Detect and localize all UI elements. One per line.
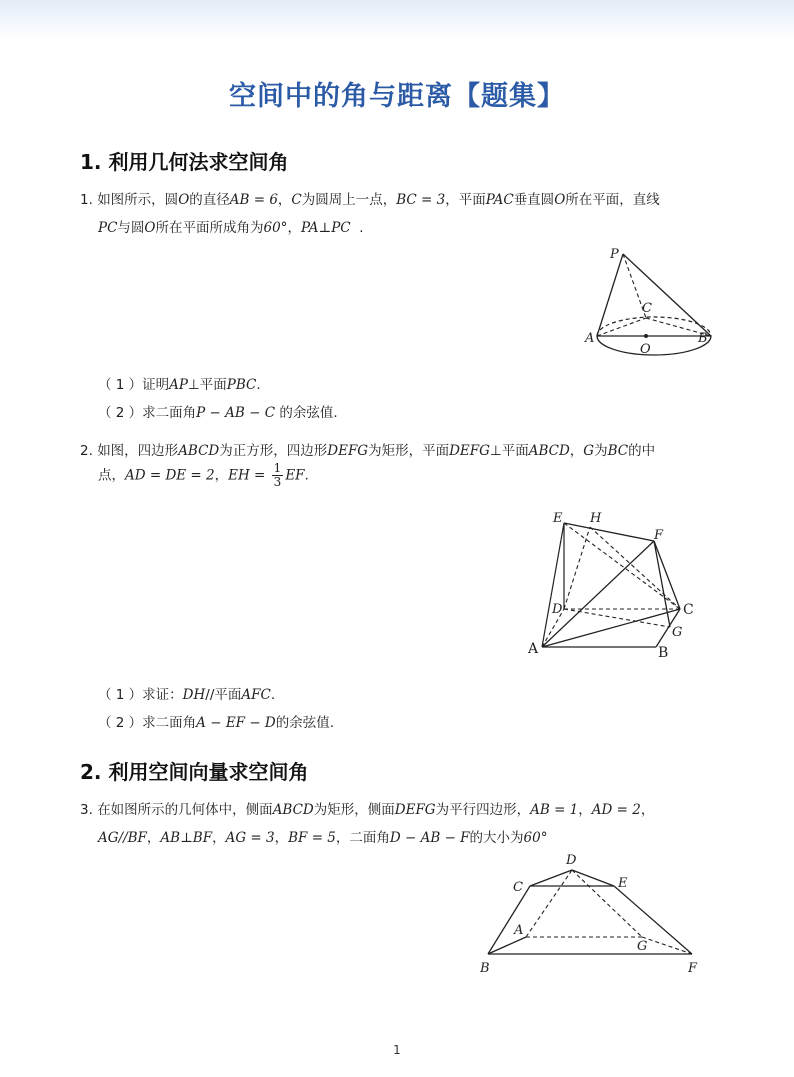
problem-3-line-1: 3. 在如图所示的几何体中，侧面ABCD为矩形，侧面DEFG为平行四边形，AB = 1，AD = 2， (80, 802, 655, 818)
label-b: B (480, 961, 490, 976)
label-h: H (590, 511, 602, 526)
page-number: 1 (393, 1043, 401, 1057)
edge-dh (564, 527, 590, 609)
problem-2-part-2: （ 2 ）求二面角A − EF − D的余弦值. (98, 715, 335, 731)
edge-cb (488, 886, 530, 954)
label-g: G (672, 625, 683, 640)
edge-dg (572, 870, 642, 937)
edge-ad (526, 870, 572, 937)
label-a: A (585, 331, 595, 346)
edge-gf (642, 937, 692, 954)
label-f: F (688, 961, 698, 976)
center-point-o (644, 334, 648, 338)
label-f: F (654, 528, 664, 543)
problem-3-line-2: AG//BF，AB⊥BF，AG = 3，BF = 5，二面角D − AB − F的大小为60° (98, 830, 548, 846)
problem-1-part-2: （ 2 ）求二面角P − AB − C 的余弦值. (98, 405, 338, 421)
header-band (0, 0, 794, 38)
label-o: O (640, 342, 651, 357)
problem-2-line-1: 2. 如图，四边形ABCD为正方形，四边形DEFG为矩形，平面DEFG⊥平面ABCD，G为BC的中 (80, 443, 656, 459)
label-c: C (642, 301, 652, 316)
problem-2-part-1: （ 1 ）求证：DH//平面AFC. (98, 687, 276, 703)
figure-cone (580, 240, 720, 370)
edge-ef (614, 886, 692, 954)
label-b: B (698, 331, 708, 346)
label-c: C (513, 880, 523, 895)
edge-hc (590, 527, 680, 609)
page-title: 空间中的角与距离【题集】 (229, 81, 565, 112)
edge-ef (564, 523, 654, 541)
label-d: D (566, 853, 577, 868)
problem-1-part-1: （ 1 ）证明AP⊥平面PBC. (98, 377, 261, 393)
problem-1-line-1: 1. 如图所示，圆O的直径AB = 6，C为圆周上一点，BC = 3，平面PAC垂直圆O所在平面，直线 (80, 192, 660, 208)
cone-base-front (597, 336, 711, 355)
label-a: A (528, 641, 539, 657)
edge-pa (597, 254, 623, 336)
fraction-one-third: $\frac{1}{3}$ (273, 461, 282, 489)
section-heading-2: 2. 利用空间向量求空间角 (80, 760, 309, 784)
label-e: E (618, 876, 628, 891)
problem-2-line-2: 点，AD = DE = 2，EH = $\frac{1}{3}$ EF. (98, 461, 309, 489)
label-p: P (610, 247, 619, 262)
edge-cd (530, 870, 572, 886)
edge-de (572, 870, 614, 886)
label-b: B (658, 645, 669, 660)
problem-1-line-2: PC与圆O所在平面所成角为60°，PA⊥PC . (98, 220, 364, 236)
label-a: A (514, 923, 524, 938)
label-e: E (553, 511, 563, 526)
label-d: D (552, 602, 563, 617)
label-g: G (637, 939, 648, 954)
figure-polyhedron (470, 848, 710, 983)
label-c: C (683, 602, 694, 618)
section-heading-1: 1. 利用几何法求空间角 (80, 150, 289, 174)
figure-prism (520, 505, 710, 660)
